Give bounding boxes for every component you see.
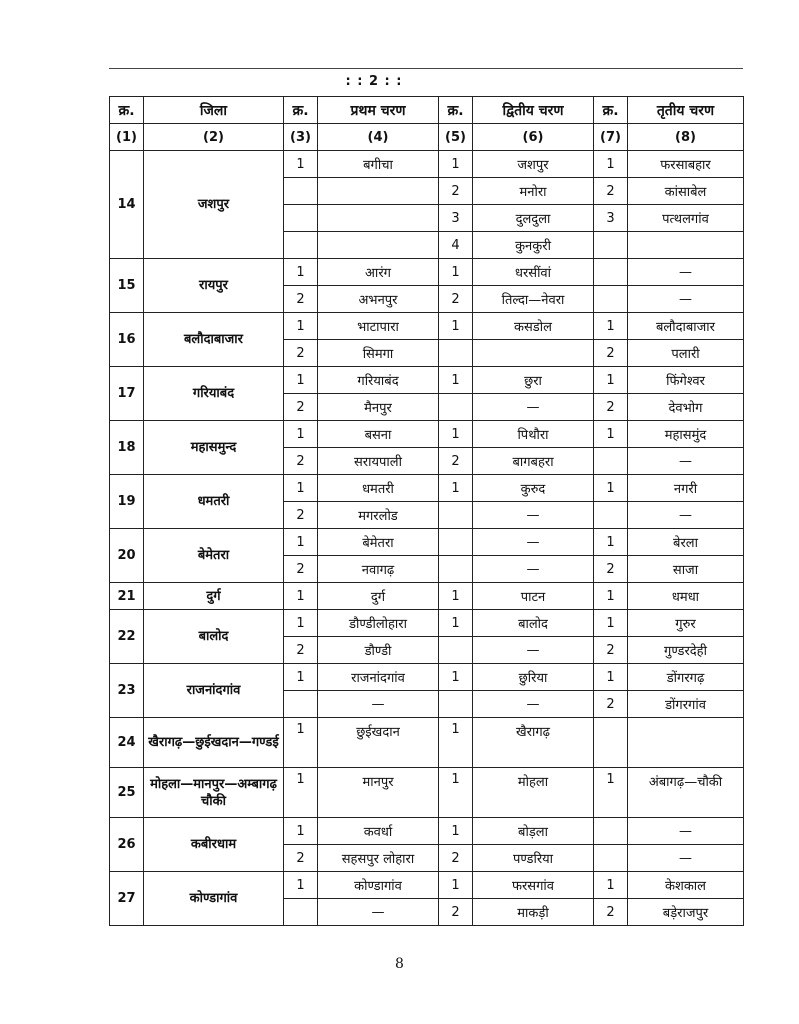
column-number: (5) <box>439 124 473 151</box>
phase3-serial: 1 <box>594 610 628 637</box>
phase2-serial: 1 <box>439 872 473 899</box>
phase3-serial <box>594 718 628 768</box>
district-name: कोण्डागांव <box>144 872 284 926</box>
phase2-block: खैरागढ़ <box>473 718 594 768</box>
phase1-block: अभनपुर <box>318 286 439 313</box>
district-number: 26 <box>110 818 144 872</box>
phase2-block: मनोरा <box>473 178 594 205</box>
phase1-serial: 1 <box>284 664 318 691</box>
phase1-serial <box>284 899 318 926</box>
phase1-serial: 1 <box>284 259 318 286</box>
phase1-block: — <box>318 691 439 718</box>
phase1-block: बसना <box>318 421 439 448</box>
phase3-serial: 1 <box>594 768 628 818</box>
phase3-block: बेरला <box>628 529 744 556</box>
table-row <box>110 872 744 899</box>
table-row <box>110 529 744 556</box>
phase3-block: बड़ेराजपुर <box>628 899 744 926</box>
phase3-serial: 1 <box>594 583 628 610</box>
phase2-block: छुरा <box>473 367 594 394</box>
table-row <box>110 475 744 502</box>
phase2-block: — <box>473 394 594 421</box>
district-number: 21 <box>110 583 144 610</box>
phase2-block: कसडोल <box>473 313 594 340</box>
phase3-serial: 2 <box>594 691 628 718</box>
district-number: 16 <box>110 313 144 367</box>
phase1-serial: 1 <box>284 529 318 556</box>
column-number: (2) <box>144 124 284 151</box>
header-cell: क्र. <box>110 97 144 124</box>
phase3-block: डोंगरगांव <box>628 691 744 718</box>
phase1-serial <box>284 232 318 259</box>
phase3-block: गुण्डरदेही <box>628 637 744 664</box>
phase3-serial <box>594 259 628 286</box>
phase2-block: पाटन <box>473 583 594 610</box>
phase1-serial <box>284 691 318 718</box>
phase3-serial: 1 <box>594 529 628 556</box>
phase2-block: पण्डरिया <box>473 845 594 872</box>
phase1-block: सरायपाली <box>318 448 439 475</box>
district-name: दुर्ग <box>144 583 284 610</box>
phase2-serial: 1 <box>439 313 473 340</box>
phase1-serial: 2 <box>284 286 318 313</box>
header-cell: क्र. <box>439 97 473 124</box>
phase3-serial: 1 <box>594 872 628 899</box>
phase2-serial <box>439 340 473 367</box>
phase3-block: साजा <box>628 556 744 583</box>
phase3-serial <box>594 286 628 313</box>
district-phase-table <box>109 96 744 926</box>
phase3-block: — <box>628 286 744 313</box>
phase3-block: गुरुर <box>628 610 744 637</box>
phase3-block: पत्थलगांव <box>628 205 744 232</box>
phase3-block: डोंगरगढ़ <box>628 664 744 691</box>
phase3-serial: 2 <box>594 637 628 664</box>
table-row <box>110 718 744 768</box>
phase1-block: दुर्ग <box>318 583 439 610</box>
phase2-block: — <box>473 529 594 556</box>
phase3-serial: 2 <box>594 899 628 926</box>
phase3-block: — <box>628 845 744 872</box>
district-name: गरियाबंद <box>144 367 284 421</box>
district-name: महासमुन्द <box>144 421 284 475</box>
district-number: 27 <box>110 872 144 926</box>
phase3-serial: 1 <box>594 313 628 340</box>
column-number: (1) <box>110 124 144 151</box>
header-cell: प्रथम चरण <box>318 97 439 124</box>
phase2-serial: 1 <box>439 664 473 691</box>
phase2-block: — <box>473 691 594 718</box>
table-row <box>110 151 744 178</box>
phase1-block: — <box>318 899 439 926</box>
phase3-block: पलारी <box>628 340 744 367</box>
phase2-serial <box>439 637 473 664</box>
phase3-block <box>628 718 744 768</box>
district-number: 15 <box>110 259 144 313</box>
district-number: 22 <box>110 610 144 664</box>
phase3-serial: 2 <box>594 340 628 367</box>
phase1-block: धमतरी <box>318 475 439 502</box>
phase1-block: मैनपुर <box>318 394 439 421</box>
phase2-block <box>473 340 594 367</box>
phase3-block: देवभोग <box>628 394 744 421</box>
phase2-block: धरसींवां <box>473 259 594 286</box>
phase1-serial: 1 <box>284 610 318 637</box>
phase2-serial <box>439 502 473 529</box>
phase1-serial <box>284 178 318 205</box>
phase1-block: कवर्धा <box>318 818 439 845</box>
district-number: 17 <box>110 367 144 421</box>
phase3-block: कांसाबेल <box>628 178 744 205</box>
phase1-serial: 1 <box>284 475 318 502</box>
phase1-serial: 1 <box>284 872 318 899</box>
table-row <box>110 664 744 691</box>
district-name: खैरागढ़—छुईखदान—गण्डई <box>144 718 284 768</box>
district-number: 20 <box>110 529 144 583</box>
phase2-serial <box>439 556 473 583</box>
phase1-serial: 2 <box>284 394 318 421</box>
phase1-block: डौण्डी <box>318 637 439 664</box>
district-number: 25 <box>110 768 144 818</box>
phase2-block: जशपुर <box>473 151 594 178</box>
phase1-serial: 2 <box>284 845 318 872</box>
phase2-block: — <box>473 502 594 529</box>
phase3-block: फिंगेश्वर <box>628 367 744 394</box>
phase2-serial <box>439 691 473 718</box>
phase2-block: छुरिया <box>473 664 594 691</box>
phase2-serial: 1 <box>439 421 473 448</box>
phase2-block: मोहला <box>473 768 594 818</box>
phase1-serial: 2 <box>284 637 318 664</box>
phase1-block: भाटापारा <box>318 313 439 340</box>
phase1-block: छुईखदान <box>318 718 439 768</box>
district-number: 24 <box>110 718 144 768</box>
district-name: रायपुर <box>144 259 284 313</box>
page-number: 8 <box>395 956 404 972</box>
phase1-serial: 2 <box>284 340 318 367</box>
header-cell: क्र. <box>284 97 318 124</box>
district-name: राजनांदगांव <box>144 664 284 718</box>
phase1-block: बगीचा <box>318 151 439 178</box>
phase3-serial <box>594 448 628 475</box>
phase2-block: फरसगांव <box>473 872 594 899</box>
district-number: 19 <box>110 475 144 529</box>
phase2-serial: 2 <box>439 899 473 926</box>
phase3-serial <box>594 845 628 872</box>
phase1-block <box>318 178 439 205</box>
phase2-block: पिथौरा <box>473 421 594 448</box>
phase3-serial <box>594 818 628 845</box>
phase2-serial <box>439 394 473 421</box>
page-mark: : : 2 : : <box>345 74 403 89</box>
phase3-serial <box>594 232 628 259</box>
phase1-serial: 2 <box>284 502 318 529</box>
phase1-serial: 1 <box>284 718 318 768</box>
phase2-serial: 3 <box>439 205 473 232</box>
phase1-serial: 1 <box>284 583 318 610</box>
phase1-block: मानपुर <box>318 768 439 818</box>
phase3-serial: 2 <box>594 178 628 205</box>
column-number-row <box>110 124 744 151</box>
district-name: बेमेतरा <box>144 529 284 583</box>
header-cell: तृतीय चरण <box>628 97 744 124</box>
district-number: 23 <box>110 664 144 718</box>
column-number: (8) <box>628 124 744 151</box>
phase1-serial <box>284 205 318 232</box>
table-row <box>110 367 744 394</box>
table-row <box>110 818 744 845</box>
phase1-serial: 1 <box>284 367 318 394</box>
phase2-serial: 1 <box>439 367 473 394</box>
phase2-serial: 2 <box>439 448 473 475</box>
phase2-serial: 1 <box>439 768 473 818</box>
phase2-serial: 1 <box>439 259 473 286</box>
phase3-serial: 3 <box>594 205 628 232</box>
phase3-serial: 1 <box>594 664 628 691</box>
phase3-serial: 1 <box>594 421 628 448</box>
phase2-block: दुलदुला <box>473 205 594 232</box>
top-rule <box>109 68 743 69</box>
phase2-serial: 2 <box>439 178 473 205</box>
phase3-block: अंबागढ़—चौकी <box>628 768 744 818</box>
phase3-block: — <box>628 818 744 845</box>
phase1-block: बेमेतरा <box>318 529 439 556</box>
phase2-serial: 1 <box>439 610 473 637</box>
phase1-block <box>318 232 439 259</box>
phase2-serial <box>439 529 473 556</box>
phase2-serial: 2 <box>439 845 473 872</box>
phase3-serial: 1 <box>594 367 628 394</box>
phase1-block <box>318 205 439 232</box>
table-row <box>110 610 744 637</box>
phase3-block: बलौदाबाजार <box>628 313 744 340</box>
phase3-serial: 2 <box>594 556 628 583</box>
phase3-block: नगरी <box>628 475 744 502</box>
district-name: धमतरी <box>144 475 284 529</box>
phase1-block: कोण्डागांव <box>318 872 439 899</box>
district-name: कबीरधाम <box>144 818 284 872</box>
phase2-block: बालोद <box>473 610 594 637</box>
table-row <box>110 313 744 340</box>
column-number: (3) <box>284 124 318 151</box>
phase3-block: — <box>628 502 744 529</box>
phase2-block: कुरुद <box>473 475 594 502</box>
phase1-block: आरंग <box>318 259 439 286</box>
header-cell: क्र. <box>594 97 628 124</box>
district-name: जशपुर <box>144 151 284 259</box>
phase2-serial: 1 <box>439 718 473 768</box>
phase3-block: महासमुंद <box>628 421 744 448</box>
district-number: 14 <box>110 151 144 259</box>
phase2-serial: 2 <box>439 286 473 313</box>
phase3-block: फरसाबहार <box>628 151 744 178</box>
phase2-serial: 1 <box>439 475 473 502</box>
phase1-block: मगरलोड <box>318 502 439 529</box>
header-cell: जिला <box>144 97 284 124</box>
phase3-block: — <box>628 259 744 286</box>
phase3-block: केशकाल <box>628 872 744 899</box>
phase3-serial: 2 <box>594 394 628 421</box>
district-number: 18 <box>110 421 144 475</box>
header-row <box>110 97 744 124</box>
table-row <box>110 259 744 286</box>
phase3-serial: 1 <box>594 475 628 502</box>
table-row <box>110 583 744 610</box>
column-number: (4) <box>318 124 439 151</box>
phase2-block: बागबहरा <box>473 448 594 475</box>
phase3-serial: 1 <box>594 151 628 178</box>
phase2-block: — <box>473 556 594 583</box>
phase1-serial: 1 <box>284 818 318 845</box>
phase1-block: सिमगा <box>318 340 439 367</box>
phase2-block: कुनकुरी <box>473 232 594 259</box>
phase2-block: — <box>473 637 594 664</box>
phase1-serial: 2 <box>284 448 318 475</box>
column-number: (7) <box>594 124 628 151</box>
phase1-serial: 1 <box>284 151 318 178</box>
phase2-serial: 1 <box>439 151 473 178</box>
table-row <box>110 768 744 818</box>
phase2-serial: 4 <box>439 232 473 259</box>
phase1-block: नवागढ़ <box>318 556 439 583</box>
district-name: मोहला—मानपुर—अम्बागढ़ चौकी <box>144 768 284 818</box>
phase2-block: बोड़ला <box>473 818 594 845</box>
table-row <box>110 421 744 448</box>
phase1-block: गरियाबंद <box>318 367 439 394</box>
phase3-block <box>628 232 744 259</box>
phase2-block: तिल्दा—नेवरा <box>473 286 594 313</box>
district-name: बलौदाबाजार <box>144 313 284 367</box>
phase1-serial: 1 <box>284 313 318 340</box>
column-number: (6) <box>473 124 594 151</box>
table-body <box>110 151 744 926</box>
phase2-block: माकड़ी <box>473 899 594 926</box>
phase1-serial: 2 <box>284 556 318 583</box>
phase3-block: धमधा <box>628 583 744 610</box>
phase2-serial: 1 <box>439 818 473 845</box>
phase1-block: सहसपुर लोहारा <box>318 845 439 872</box>
phase1-block: डौण्डीलोहारा <box>318 610 439 637</box>
phase1-block: राजनांदगांव <box>318 664 439 691</box>
header-cell: द्वितीय चरण <box>473 97 594 124</box>
district-name: बालोद <box>144 610 284 664</box>
phase1-serial: 1 <box>284 421 318 448</box>
phase3-block: — <box>628 448 744 475</box>
phase3-serial <box>594 502 628 529</box>
phase1-serial: 1 <box>284 768 318 818</box>
phase2-serial: 1 <box>439 583 473 610</box>
